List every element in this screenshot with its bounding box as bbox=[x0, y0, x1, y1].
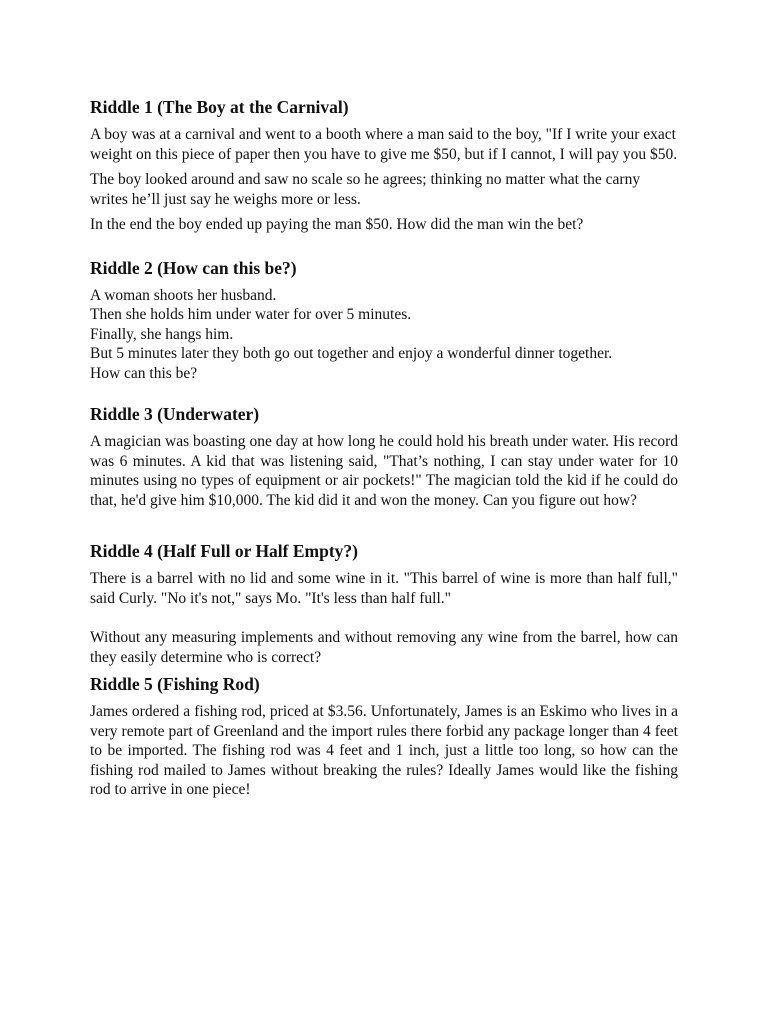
riddle-2-title: Riddle 2 (How can this be?) bbox=[90, 257, 297, 278]
riddle-3 bbox=[90, 403, 678, 510]
riddle-3-paragraph: A magician was boasting one day at how long he could hold his breath under water. His record was 6 minutes. A kid that was listening said, "That’s nothing, I can stay under water for 10 minutes using no types of equipment or air pockets!" The magician told the kid if he could do that, he'd give him $10,000. The kid did it and won the money. Can you figure out how? bbox=[90, 433, 678, 509]
riddle-5 bbox=[90, 673, 678, 800]
riddle-2-line: How can this be? bbox=[90, 364, 198, 382]
riddle-4-paragraph: There is a barrel with no lid and some wine in it. "This barrel of wine is more than half full," said Curly. "No it's not," says Mo. "It's less than half full." bbox=[90, 570, 678, 607]
riddle-5-title: Riddle 5 (Fishing Rod) bbox=[90, 674, 260, 694]
riddle-5-paragraph: James ordered a fishing rod, priced at $3.56. Unfortunately, James is an Eskimo who lives in a very remote part of Greenland and the import rules there forbid any package longer than 4 feet to be imported. The fishing rod was 4 feet and 1 inch, just a little too long, so how can the fishing rod mailed to James without breaking the rules? Ideally James would like the fishing rod to arrive in one piece! bbox=[90, 703, 678, 798]
riddle-4-title: Riddle 4 (Half Full or Half Empty?) bbox=[90, 541, 359, 561]
riddle-2-line: A woman shoots her husband. bbox=[90, 286, 277, 304]
riddle-1-paragraph: A boy was at a carnival and went to a booth where a man said to the boy, "If I write your exact weight on this piece of paper then you have to give me $50, but if I cannot, I will pay you $50. bbox=[90, 126, 678, 163]
riddle-4-paragraph: Without any measuring implements and without removing any wine from the barrel, how can they easily determine who is correct? bbox=[90, 629, 678, 666]
riddle-3-title: Riddle 3 (Underwater) bbox=[90, 404, 260, 424]
riddle-1-paragraph: The boy looked around and saw no scale so he agrees; thinking no matter what the carny writes he’ll just say he weighs more or less. bbox=[90, 171, 641, 208]
riddle-1-paragraph: In the end the boy ended up paying the man $50. How did the man win the bet? bbox=[90, 216, 584, 233]
riddle-4 bbox=[90, 540, 678, 667]
document-page bbox=[90, 96, 678, 806]
riddle-2 bbox=[90, 257, 678, 384]
riddle-2-line: But 5 minutes later they both go out together and enjoy a wonderful dinner together. bbox=[90, 345, 613, 362]
riddle-2-line: Finally, she hangs him. bbox=[90, 325, 234, 343]
riddle-1 bbox=[90, 96, 678, 235]
riddle-1-title: Riddle 1 (The Boy at the Carnival) bbox=[90, 97, 349, 117]
riddle-2-line: Then she holds him under water for over 5 minutes. bbox=[90, 306, 412, 323]
